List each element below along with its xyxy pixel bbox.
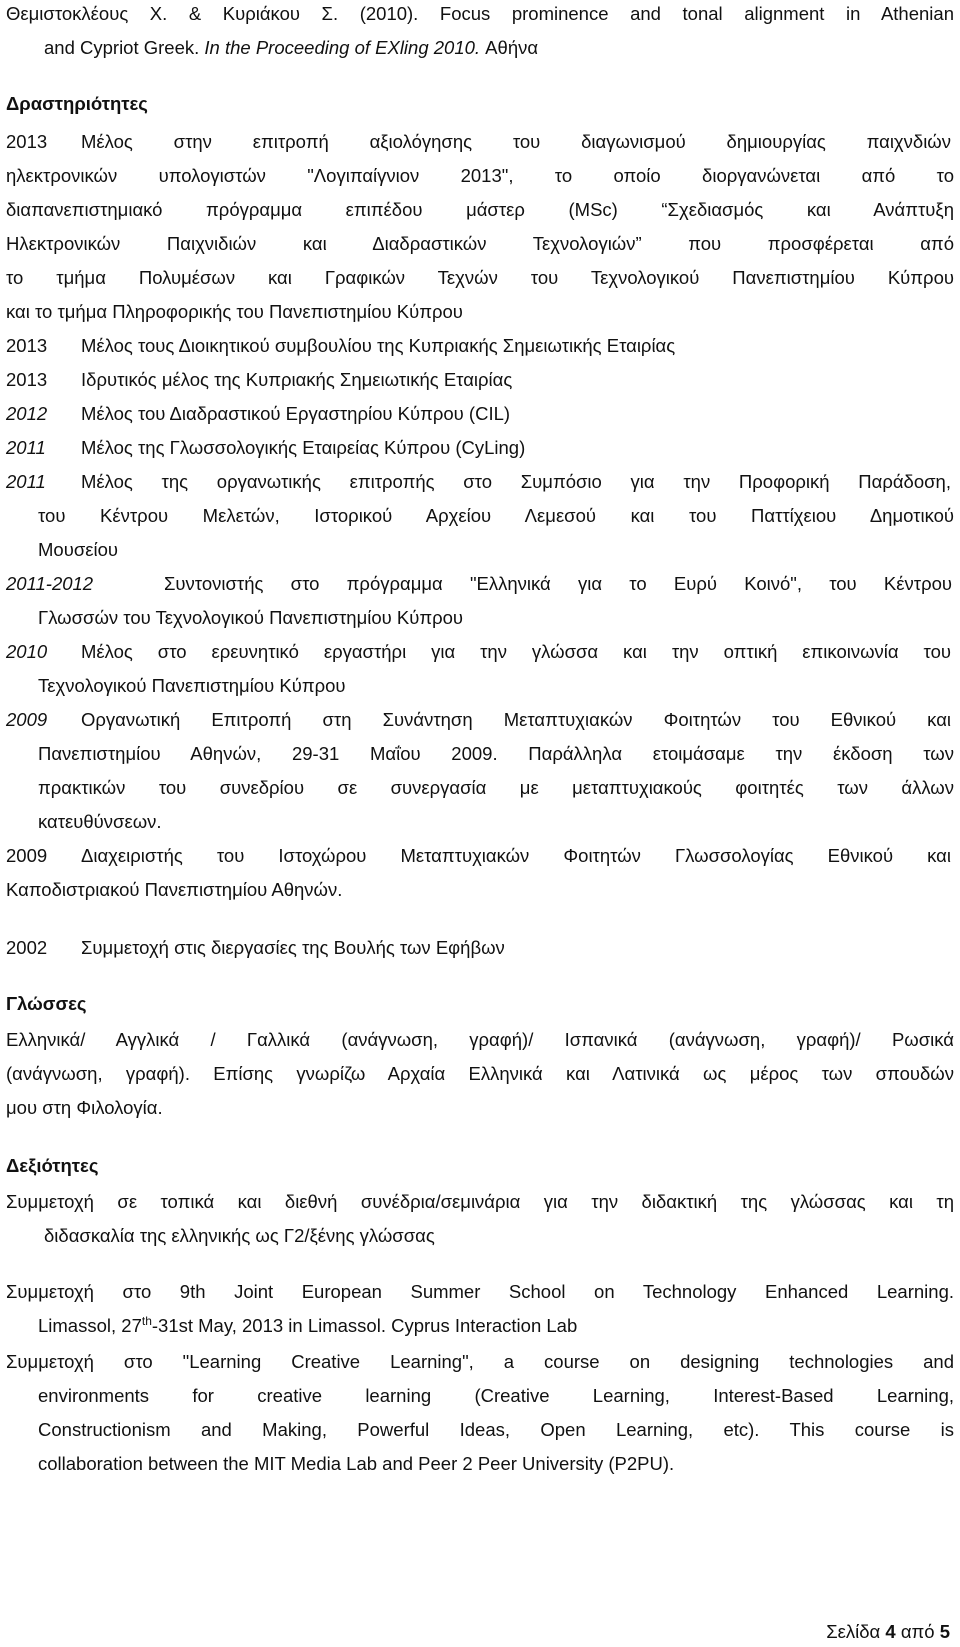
activity-text: Οργανωτική Επιτροπή στη Συνάντηση Μεταπτυχιακών Φοιτητών του Εθνικού και: [81, 709, 951, 730]
activity-text-line: Τεχνολογικού Πανεπιστημίου Κύπρου: [38, 675, 346, 696]
activity-year: 2013: [6, 369, 48, 390]
activity-text: Μέλος της Γλωσσολογικής Εταιρείας Κύπρου (CyLing): [81, 437, 526, 458]
activity-text-line: Πανεπιστημίου Αθηνών, 29-31 Μαΐου 2009. Παράλληλα ετοιμάσαμε την έκδοση των: [38, 743, 954, 764]
activity-entry: [6, 708, 954, 734]
activity-year: 2012: [6, 403, 48, 424]
activity-entry: [6, 572, 954, 598]
page-number: [826, 1620, 950, 1644]
ordinal-suffix: th: [141, 1313, 152, 1328]
languages-line: Ελληνικά/ Αγγλικά / Γαλλικά (ανάγνωση, γραφή)/ Ισπανικά (ανάγνωση, γραφή)/ Ρωσικά: [6, 1029, 954, 1050]
activity-entry: [6, 402, 954, 428]
reference-line-1: [6, 2, 954, 28]
skills-text: Limassol, 27: [38, 1315, 142, 1336]
activity-text: Μέλος στην επιτροπή αξιολόγησης του διαγωνισμού δημιουργίας παιχνδιών: [81, 131, 951, 152]
languages-line: μου στη Φιλολογία.: [6, 1097, 163, 1118]
activity-entry: [6, 368, 954, 394]
activity-text-line: κατευθύνσεων.: [38, 811, 162, 832]
skills-line: Συμμετοχή στο 9th Joint European Summer School on Technology Enhanced Learning.: [6, 1281, 954, 1302]
activity-entry: [6, 936, 954, 962]
activity-year: 2009: [6, 845, 48, 866]
reference-text: Θεμιστοκλέους Χ. & Κυριάκου Σ. (2010). Focus prominence and tonal alignment in Athenian: [6, 3, 954, 24]
activity-entry: [6, 470, 954, 496]
activity-text-line: Γλωσσών του Τεχνολογικού Πανεπιστημίου Κύπρου: [38, 607, 464, 628]
activity-year: 2011: [6, 437, 46, 458]
activity-text-line: διαπανεπιστημιακό πρόγραμμα επιπέδου μάστερ (MSc) “Σχεδιασμός και Ανάπτυξη: [6, 199, 954, 220]
reference-line-2: [44, 36, 954, 62]
reference-proceedings: In the Proceeding of EXling 2010.: [204, 37, 481, 58]
skills-line: Συμμετοχή στο "Learning Creative Learning", a course on designing technologies and: [6, 1351, 954, 1372]
reference-city: Αθήνα: [480, 37, 539, 58]
activity-text-line: ηλεκτρονικών υπολογιστών "Λογιπαίγνιον 2013", το οποίο διοργανώνεται από το: [6, 165, 954, 186]
activity-text-line: το τμήμα Πολυμέσων και Γραφικών Τεχνών του Τεχνολογικού Πανεπιστημίου Κύπρου: [6, 267, 954, 288]
activity-text-line: Μουσείου: [38, 539, 118, 560]
activity-text-line: Ηλεκτρονικών Παιχνιδιών και Διαδραστικών Τεχνολογιών” που προσφέρεται από: [6, 233, 954, 254]
activity-text-line: Καποδιστριακού Πανεπιστημίου Αθηνών.: [6, 879, 343, 900]
activity-year: 2011-2012: [6, 573, 94, 594]
activity-entry: [6, 844, 954, 870]
activity-year: 2013: [6, 335, 48, 356]
total-pages: 5: [939, 1621, 950, 1642]
activity-text-line: πρακτικών του συνεδρίου σε συνεργασία με μεταπτυχιακούς φοιτητές των άλλων: [38, 777, 954, 798]
languages-line: (ανάγνωση, γραφή). Επίσης γνωρίζω Αρχαία Ελληνικά και Λατινικά ως μέρος των σπουδών: [6, 1063, 954, 1084]
reference-text: and Cypriot Greek.: [44, 37, 205, 58]
page-label: Σελίδα: [826, 1621, 881, 1642]
activity-text-line: του Κέντρου Μελετών, Ιστορικού Αρχείου Λεμεσού και του Παττίχειου Δημοτικού: [38, 505, 954, 526]
activity-text: Μέλος της οργανωτικής επιτροπής στο Συμπόσιο για την Προφορική Παράδοση,: [81, 471, 951, 492]
activity-entry: [6, 436, 954, 462]
activity-year: 2013: [6, 131, 48, 152]
skills-heading: Δεξιότητες: [6, 1155, 99, 1176]
activity-text: Μέλος τους Διοικητικού συμβουλίου της Κυπριακής Σημειωτικής Εταιρίας: [81, 335, 676, 356]
skills-line: Συμμετοχή σε τοπικά και διεθνή συνέδρια/σεμινάρια για την διδακτική της γλώσσας και τη: [6, 1191, 954, 1212]
current-page: 4: [885, 1621, 896, 1642]
activity-year: 2009: [6, 709, 48, 730]
languages-heading: Γλώσσες: [6, 993, 87, 1014]
skills-line: [38, 1314, 954, 1340]
activity-text: Συμμετοχή στις διεργασίες της Βουλής των Εφήβων: [81, 937, 505, 958]
page-of-label: από: [900, 1621, 935, 1642]
activity-text: Μέλος του Διαδραστικού Εργαστηρίου Κύπρου (CIL): [81, 403, 511, 424]
skills-line: collaboration between the MIT Media Lab and Peer 2 Peer University (P2PU).: [38, 1453, 675, 1474]
skills-text: -31st May, 2013 in Limassol. Cyprus Interaction Lab: [151, 1315, 578, 1336]
activity-text: Μέλος στο ερευνητικό εργαστήρι για την γλώσσα και την οπτική επικοινωνία του: [81, 641, 951, 662]
skills-line: environments for creative learning (Creative Learning, Interest-Based Learning,: [38, 1385, 954, 1406]
activity-entry: [6, 130, 954, 156]
activity-text: Διαχειριστής του Ιστοχώρου Μεταπτυχιακών Φοιτητών Γλωσσολογίας Εθνικού και: [81, 845, 951, 866]
activity-text: Συντονιστής στο πρόγραμμα "Ελληνικά για το Ευρύ Κοινό", του Κέντρου: [164, 573, 952, 594]
activity-text: Ιδρυτικός μέλος της Κυπριακής Σημειωτικής Εταιρίας: [81, 369, 513, 390]
activity-year: 2002: [6, 937, 48, 958]
activity-entry: [6, 334, 954, 360]
activity-year: 2010: [6, 641, 48, 662]
skills-line: διδασκαλία της ελληνικής ως Γ2/ξένης γλώσσας: [44, 1225, 435, 1246]
activity-year: 2011: [6, 471, 46, 492]
activities-heading: Δραστηριότητες: [6, 93, 148, 114]
skills-line: Constructionism and Making, Powerful Ideas, Open Learning, etc). This course is: [38, 1419, 954, 1440]
activity-text-line: και το τμήμα Πληροφορικής του Πανεπιστημίου Κύπρου: [6, 301, 463, 322]
activity-entry: [6, 640, 954, 666]
